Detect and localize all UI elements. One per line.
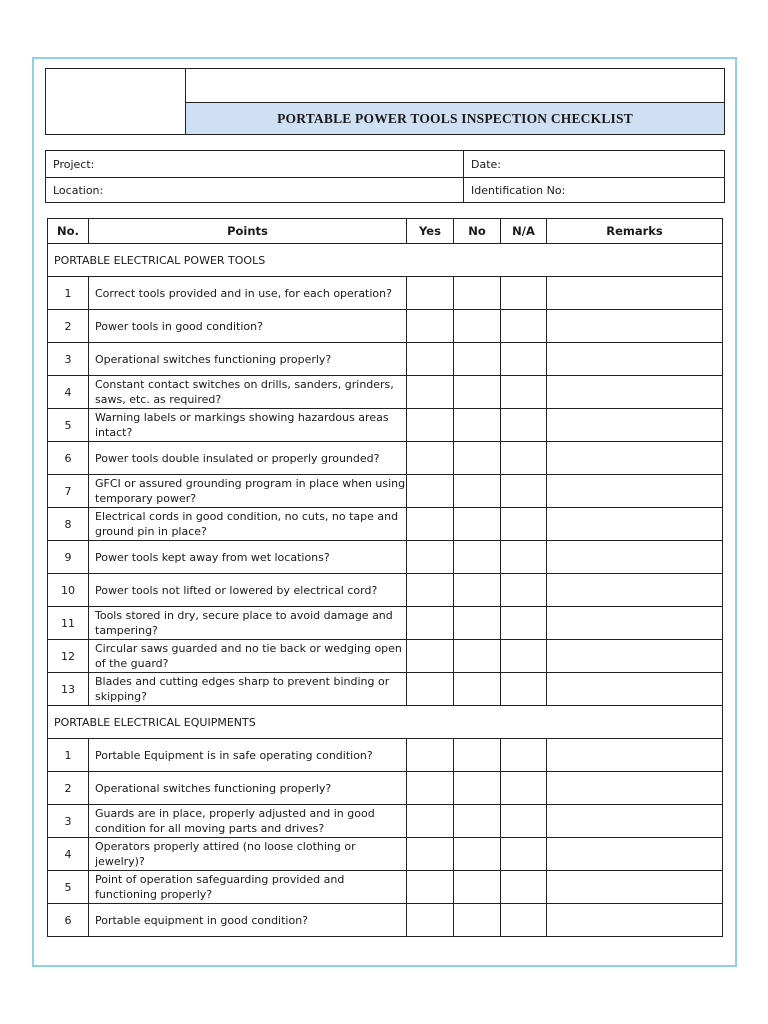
item-number: 2 [48, 310, 89, 343]
table-row [48, 310, 723, 343]
remarks-cell[interactable] [547, 673, 723, 706]
remarks-cell[interactable] [547, 343, 723, 376]
yes-cell[interactable] [407, 442, 454, 475]
remarks-cell[interactable] [547, 409, 723, 442]
yes-cell[interactable] [407, 607, 454, 640]
na-cell[interactable] [501, 838, 547, 871]
checklist-body [48, 244, 723, 937]
yes-cell[interactable] [407, 739, 454, 772]
item-number: 3 [48, 343, 89, 376]
yes-cell[interactable] [407, 838, 454, 871]
no-cell[interactable] [454, 838, 501, 871]
remarks-cell[interactable] [547, 376, 723, 409]
yes-cell[interactable] [407, 640, 454, 673]
no-cell[interactable] [454, 739, 501, 772]
identification-field[interactable] [464, 184, 565, 197]
section-row [48, 706, 723, 739]
remarks-cell[interactable] [547, 838, 723, 871]
na-cell[interactable] [501, 409, 547, 442]
item-number: 8 [48, 508, 89, 541]
item-point: Power tools kept away from wet locations? [89, 541, 407, 574]
table-row [48, 376, 723, 409]
yes-cell[interactable] [407, 871, 454, 904]
table-row [48, 871, 723, 904]
na-cell[interactable] [501, 442, 547, 475]
header-points: Points [89, 219, 407, 244]
page-title: PORTABLE POWER TOOLS INSPECTION CHECKLIST [186, 103, 724, 134]
table-row [48, 508, 723, 541]
item-point: Operators properly attired (no loose clothing or jewelry)? [89, 838, 407, 871]
na-cell[interactable] [501, 772, 547, 805]
remarks-cell[interactable] [547, 871, 723, 904]
item-point: Point of operation safeguarding provided and functioning properly? [89, 871, 407, 904]
no-cell[interactable] [454, 376, 501, 409]
item-number: 1 [48, 277, 89, 310]
info-row-project [46, 151, 724, 178]
header-no-answer: No [454, 219, 501, 244]
table-row [48, 640, 723, 673]
item-number: 12 [48, 640, 89, 673]
no-cell[interactable] [454, 508, 501, 541]
item-point: Guards are in place, properly adjusted and in good condition for all moving parts and drives? [89, 805, 407, 838]
item-number: 9 [48, 541, 89, 574]
no-cell[interactable] [454, 310, 501, 343]
yes-cell[interactable] [407, 772, 454, 805]
no-cell[interactable] [454, 409, 501, 442]
remarks-cell[interactable] [547, 640, 723, 673]
table-row [48, 838, 723, 871]
yes-cell[interactable] [407, 574, 454, 607]
item-number: 4 [48, 376, 89, 409]
header-box [45, 68, 725, 135]
na-cell[interactable] [501, 904, 547, 937]
table-header-row [48, 219, 723, 244]
table-row [48, 739, 723, 772]
header-na: N/A [501, 219, 547, 244]
item-point: Warning labels or markings showing hazardous areas intact? [89, 409, 407, 442]
item-number: 6 [48, 442, 89, 475]
no-cell[interactable] [454, 343, 501, 376]
na-cell[interactable] [501, 541, 547, 574]
no-cell[interactable] [454, 805, 501, 838]
na-cell[interactable] [501, 640, 547, 673]
item-point: Blades and cutting edges sharp to prevent binding or skipping? [89, 673, 407, 706]
item-number: 7 [48, 475, 89, 508]
header-remarks: Remarks [547, 219, 723, 244]
table-row [48, 442, 723, 475]
remarks-cell[interactable] [547, 541, 723, 574]
remarks-cell[interactable] [547, 475, 723, 508]
table-row [48, 541, 723, 574]
remarks-cell[interactable] [547, 739, 723, 772]
remarks-cell[interactable] [547, 277, 723, 310]
item-point: Electrical cords in good condition, no cuts, no tape and ground pin in place? [89, 508, 407, 541]
yes-cell[interactable] [407, 673, 454, 706]
na-cell[interactable] [501, 607, 547, 640]
item-point: Portable equipment in good condition? [89, 904, 407, 937]
no-cell[interactable] [454, 772, 501, 805]
section-row [48, 244, 723, 277]
na-cell[interactable] [501, 574, 547, 607]
no-cell[interactable] [454, 607, 501, 640]
table-row [48, 673, 723, 706]
table-row [48, 805, 723, 838]
remarks-cell[interactable] [547, 904, 723, 937]
no-cell[interactable] [454, 871, 501, 904]
na-cell[interactable] [501, 739, 547, 772]
header-no: No. [48, 219, 89, 244]
logo-cell [46, 69, 186, 134]
table-row [48, 475, 723, 508]
item-number: 13 [48, 673, 89, 706]
item-point: GFCI or assured grounding program in place when using temporary power? [89, 475, 407, 508]
item-point: Power tools in good condition? [89, 310, 407, 343]
location-field[interactable] [46, 177, 464, 203]
item-number: 5 [48, 871, 89, 904]
item-number: 5 [48, 409, 89, 442]
yes-cell[interactable] [407, 409, 454, 442]
item-number: 4 [48, 838, 89, 871]
section-title: PORTABLE ELECTRICAL POWER TOOLS [48, 244, 723, 277]
item-point: Power tools double insulated or properly grounded? [89, 442, 407, 475]
item-number: 11 [48, 607, 89, 640]
remarks-cell[interactable] [547, 574, 723, 607]
yes-cell[interactable] [407, 805, 454, 838]
remarks-cell[interactable] [547, 508, 723, 541]
no-cell[interactable] [454, 673, 501, 706]
no-cell[interactable] [454, 904, 501, 937]
item-number: 6 [48, 904, 89, 937]
title-blank-cell [186, 69, 724, 103]
item-point: Portable Equipment is in safe operating condition? [89, 739, 407, 772]
no-cell[interactable] [454, 574, 501, 607]
yes-cell[interactable] [407, 904, 454, 937]
remarks-cell[interactable] [547, 442, 723, 475]
project-label: Project: [53, 157, 95, 171]
table-row [48, 409, 723, 442]
no-cell[interactable] [454, 541, 501, 574]
yes-cell[interactable] [407, 541, 454, 574]
remarks-cell[interactable] [547, 805, 723, 838]
item-point: Power tools not lifted or lowered by electrical cord? [89, 574, 407, 607]
no-cell[interactable] [454, 640, 501, 673]
date-field[interactable] [464, 158, 501, 171]
info-row-location [46, 177, 724, 203]
yes-cell[interactable] [407, 475, 454, 508]
yes-cell[interactable] [407, 310, 454, 343]
item-number: 10 [48, 574, 89, 607]
header-yes: Yes [407, 219, 454, 244]
remarks-cell[interactable] [547, 772, 723, 805]
table-row [48, 277, 723, 310]
remarks-cell[interactable] [547, 310, 723, 343]
na-cell[interactable] [501, 277, 547, 310]
identification-label: Identification No: [471, 183, 566, 197]
remarks-cell[interactable] [547, 607, 723, 640]
na-cell[interactable] [501, 376, 547, 409]
table-row [48, 772, 723, 805]
info-box [45, 150, 725, 203]
table-row [48, 343, 723, 376]
date-label: Date: [471, 157, 501, 171]
na-cell[interactable] [501, 805, 547, 838]
no-cell[interactable] [454, 442, 501, 475]
yes-cell[interactable] [407, 508, 454, 541]
item-point: Constant contact switches on drills, sanders, grinders, saws, etc. as required? [89, 376, 407, 409]
item-point: Operational switches functioning properly? [89, 772, 407, 805]
table-row [48, 574, 723, 607]
na-cell[interactable] [501, 343, 547, 376]
location-label: Location: [53, 183, 104, 197]
item-point: Correct tools provided and in use, for each operation? [89, 277, 407, 310]
na-cell[interactable] [501, 310, 547, 343]
table-row [48, 904, 723, 937]
yes-cell[interactable] [407, 343, 454, 376]
item-point: Tools stored in dry, secure place to avoid damage and tampering? [89, 607, 407, 640]
table-row [48, 607, 723, 640]
na-cell[interactable] [501, 871, 547, 904]
project-field[interactable] [46, 151, 464, 177]
yes-cell[interactable] [407, 277, 454, 310]
item-point: Operational switches functioning properly? [89, 343, 407, 376]
no-cell[interactable] [454, 277, 501, 310]
item-point: Circular saws guarded and no tie back or wedging open of the guard? [89, 640, 407, 673]
item-number: 2 [48, 772, 89, 805]
yes-cell[interactable] [407, 376, 454, 409]
item-number: 3 [48, 805, 89, 838]
checklist-table [47, 218, 723, 937]
no-cell[interactable] [454, 475, 501, 508]
section-title: PORTABLE ELECTRICAL EQUIPMENTS [48, 706, 723, 739]
item-number: 1 [48, 739, 89, 772]
na-cell[interactable] [501, 673, 547, 706]
na-cell[interactable] [501, 508, 547, 541]
na-cell[interactable] [501, 475, 547, 508]
